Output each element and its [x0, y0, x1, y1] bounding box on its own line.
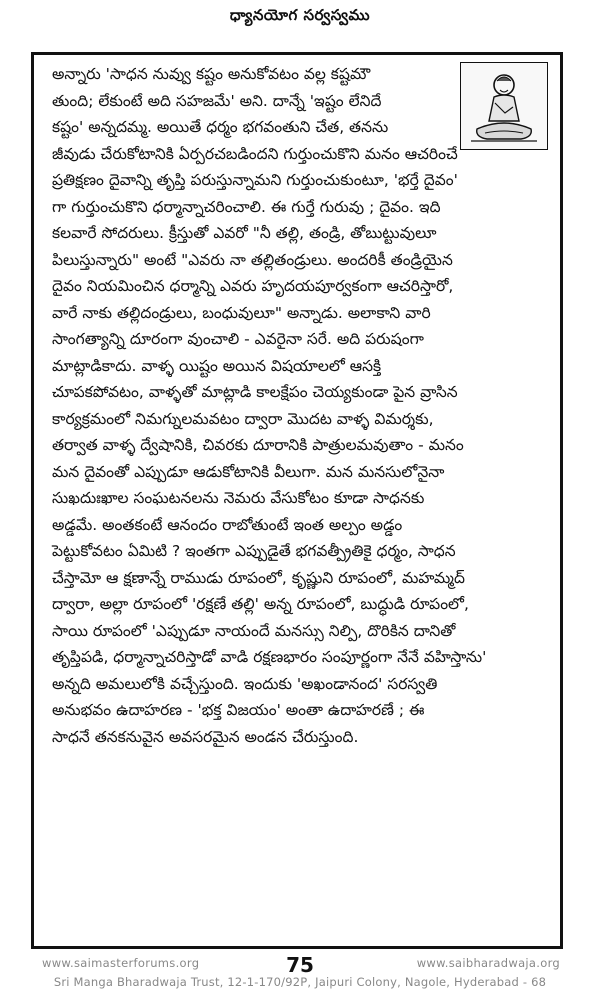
- text-line: పిలుస్తున్నారు" అంటే "ఎవరు నా తల్లితండ్రులు. అందరికీ తండ్రియైన: [52, 251, 453, 269]
- text-line: కలవారే సోదరులు. క్రీస్తుతో ఎవరో "నీ తల్లి, తండ్రి, తోబుట్టువులూ: [52, 224, 437, 242]
- page-number: 75: [286, 953, 314, 977]
- footer-right-url[interactable]: www.saibharadwaja.org: [416, 956, 560, 970]
- text-line: కార్యక్రమంలో నిమగ్నులమవటం ద్వారా మొదట వాళ్ళ విమర్శకు,: [52, 410, 434, 428]
- text-line: గా గుర్తుంచుకొని ధర్మాన్నాచరించాలి. ఈ గుర్తే గురువు ; దైవం. ఇది: [52, 198, 441, 216]
- text-line: తర్వాత వాళ్ళ ద్వేషానికి, చివరకు దూరానికి పాత్రులమవుతాం - మనం: [52, 436, 464, 454]
- text-line: అనుభవం ఉదాహరణ - 'భక్త విజయం' అంతా ఉదాహరణే ; ఈ: [52, 701, 425, 719]
- text-line: అన్నారు 'సాధన నువ్వు కష్టం అనుకోవటం వల్ల కష్టమౌ: [52, 65, 371, 83]
- text-line: తుంది; లేకుంటే అది సహజమే' అని. దాన్నే 'ఇష్టం లేనిదే: [52, 92, 382, 110]
- text-line: పెట్టుకోవటం ఏమిటి ? ఇంతగా ఎప్పుడైతే భగవత్ప్రీతికై ధర్మం, సాధన: [52, 542, 456, 560]
- text-line: సాంగత్యాన్ని దూరంగా వుంచాలి - ఎవరైనా సరే. అది పరుషంగా: [52, 330, 424, 348]
- text-line: వారే నాకు తల్లిదండ్రులు, బంధువులూ" అన్నాడు. అలాకాని వారి: [52, 304, 431, 322]
- seated-figure-icon: [461, 63, 547, 149]
- footer-left-url[interactable]: www.saimasterforums.org: [42, 956, 200, 970]
- text-line: సుఖదుఃఖాల సంఘటనలను నెమరు వేసుకోటం కూడా సాధనకు: [52, 489, 425, 507]
- text-line: తృప్తిపడి, ధర్మాన్నాచరిస్తాడో వాడి రక్షణభారం సంపూర్ణంగా నేనే వహిస్తాను': [52, 648, 487, 666]
- page-header-title: ధ్యానయోగ సర్వస్వము: [229, 6, 371, 24]
- text-line: ప్రతిక్షణం దైవాన్ని తృప్తి పరుస్తున్నామని గుర్తుంచుకుంటూ, 'భర్తే దైవం': [52, 171, 458, 189]
- text-line: సాధనే తనకనువైన అవసరమైన అండన చేరుస్తుంది.: [52, 728, 359, 746]
- text-line: చేస్తామో ఆ క్షణాన్నే రాముడు రూపంలో, కృష్ణుని రూపంలో, మహమ్మద్: [52, 569, 465, 587]
- footer-address: Sri Manga Bharadwaja Trust, 12-1-170/92P, Jaipuri Colony, Nagole, Hyderabad - 68: [53, 975, 547, 989]
- text-line: మన దైవంతో ఎప్పుడూ ఆడుకోటానికి వీలుగా. మన మనసులోనైనా: [52, 463, 445, 481]
- text-line: కష్టం' అన్నదమ్మ. అయితే ధర్మం భగవంతుని చేత, తనను: [52, 118, 389, 136]
- text-line: జీవుడు చేరుకోటానికి ఏర్పరచబడిందని గుర్తుంచుకొని మనం ఆచరించే: [52, 145, 458, 163]
- text-line: సాయి రూపంలో 'ఎప్పుడూ నాయందే మనస్సు నిల్పి, దొరికిన దానితో: [52, 622, 456, 640]
- text-line: దైవం నియమించిన ధర్మాన్ని ఎవరు హృదయపూర్వకంగా ఆచరిస్తారో,: [52, 277, 454, 295]
- text-line: చూపకపోవటం, వాళ్ళతో మాట్లాడి కాలక్షేపం చెయ్యకుండా పైన వ్రాసిన: [52, 383, 458, 401]
- text-line: అన్నది అమలులోకి వచ్చేస్తుంది. ఇందుకు 'అఖండానంద' సరస్వతి: [52, 675, 438, 693]
- text-line: అడ్డమే. అంతకంటే ఆనందం రాబోతుంటే ఇంత అల్పం అడ్డం: [52, 516, 403, 534]
- portrait-image: [460, 62, 548, 150]
- text-line: మాట్లాడికాదు. వాళ్ళ యిష్టం అయిన విషయాలలో ఆసక్తి: [52, 357, 382, 375]
- text-line: ద్వారా, అల్లా రూపంలో 'రక్షణే తల్లి' అన్న రూపంలో, బుద్ధుడి రూపంలో,: [52, 595, 469, 613]
